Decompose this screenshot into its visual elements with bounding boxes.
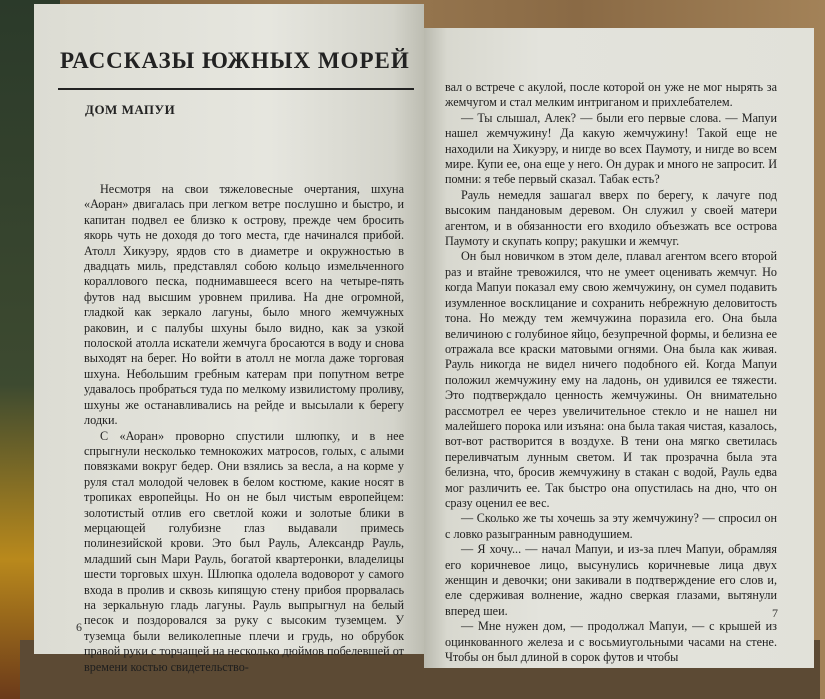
left-paragraph: С «Аоран» проворно спустили шлюпку, и в нее спрыгнули несколько темнокожих матросов, голых, с алыми повязками вокруг бедер. Они взялись за весла, а на корме у руля стал молодой человек в белом костюме, какие носят в тропиках европейцы. Но он не был чистым европейцем: золотистый отлив его светлой кожи и золотые блики в мерцающей голубизне глаз выдавали примесь полинезийской крови. Это был Рауль, Александр Рауль, младший сын Мари Рауль, богатой квартеронки, владелицы шести торговых шхун. Шлюпка одолела водоворот у самого входа в пролив и сквозь кипящую стену прибоя прорвалась на зеркальную гладь лагуны. Рауль выпрыгнул на белый песок и поздоровался за руку с высоким туземцем. У туземца были великолепные плечи и грудь, но обрубок правой руки с торчащей на несколько дюймов побелевшей от времени костью свидетельство- (84, 428, 404, 674)
right-paragraph: вал о встрече с акулой, после которой он уже не мог нырять за жемчугом и стал мелким интриганом и прихлебателем. (445, 80, 777, 110)
right-paragraph: — Я хочу... — начал Мапуи, и из-за плеч Мапуи, обрамляя его коричневое лицо, высунулись коричневые лица двух женщин и девочки; они закивали в подтверждение его слов и, еле сдерживая волнение, жадно сверкая глазами, вытянули вперед шеи. (445, 542, 777, 618)
right-paragraph: — Мне нужен дом, — продолжал Мапуи, — с крышей из оцинкованного железа и с восьмиугольными часами на стене. Чтобы он был длиной в сорок футов и чтобы (445, 619, 777, 665)
section-title: РАССКАЗЫ ЮЖНЫХ МОРЕЙ (60, 48, 410, 73)
right-paragraph: — Ты слышал, Алек? — были его первые слова. — Мапуи нашел жемчужину! Да какую жемчужину! Такой еще не находили на Хикуэру, и нигде во всех Паумоту, и нигде во всем мире. Купи ее, она еще у него. Он дурак и много не запросит. И помни: я тебе первый сказал. Табак есть? (445, 110, 777, 187)
left-paragraph: Несмотря на свои тяжеловесные очертания, шхуна «Аоран» двигалась при легком ветре послушно и быстро, и капитан подвел ее близко к острову, прежде чем бросить якорь чуть не доходя до того места, где начинался прибой. Атолл Хикуэру, ярдов сто в диаметре и окружностью в двадцать миль, представлял собою кольцо измельченного кораллового песка, поднимавшееся всего на четыре-пять футов над высшим уровнем прилива. На дне огромной, гладкой как зеркало лагуны, было много жемчужных раковин, и с палубы шхуны было видно, как за узкой полоской атолла искатели жемчуга бросаются в воду и снова выходят на берег. Но войти в атолл не могла даже торговая шхуна. Небольшим гребным катерам при попутном ветре удавалось пробраться туда по мелкому извилистому проливу, шхуны же останавливались на рейде и высылали к берегу лодки. (84, 182, 404, 428)
left-page-text (84, 182, 404, 675)
right-paragraph: — Сколько же ты хочешь за эту жемчужину? — спросил он с ловко разыгранным равнодушием. (445, 511, 777, 541)
page-number-right: 7 (772, 606, 778, 620)
right-paragraph: Рауль немедля зашагал вверх по берегу, к лачуге под высоким пандановым деревом. Он служил у своей матери агентом, и в обязанности его входило объезжать все острова Паумоту и скупать копру; ракушки и жемчуг. (445, 187, 777, 249)
story-title: ДОМ МАПУИ (85, 102, 176, 117)
right-page-text (445, 80, 777, 665)
page-number-left: 6 (76, 620, 82, 634)
right-paragraph: Он был новичком в этом деле, плавал агентом всего второй раз и втайне тревожился, что не умеет оценивать жемчуг. Но когда Мапуи показал ему свою жемчужину, он сумел подавить изумленное восклицание и сохранить небрежную деловитость тона. Но между тем жемчужина поразила его. Она была величиною с голубиное яйцо, безупречной формы, и белизна ее отражала все краски матовыми огнями. Она была как живая. Рауль никогда не видел ничего подобного ей. Когда Мапуи положил жемчужину ему на ладонь, он удивился ее тяжести. Это подтверждало ценность жемчужины. Он внимательно рассмотрел ее через увеличительное стекло и не нашел ни малейшего порока или изъяна: она была такая чистая, казалось, вот-вот растворится в воздухе. В тени она мягко светилась переливчатым лунным светом. И так прозрачна была эта белизна, что, бросив жемчужину в стакан с водой, Рауль едва мог различить ее. Так быстро она опустилась на дно, что он сразу оценил ее вес. (445, 249, 777, 510)
title-rule (58, 88, 414, 90)
